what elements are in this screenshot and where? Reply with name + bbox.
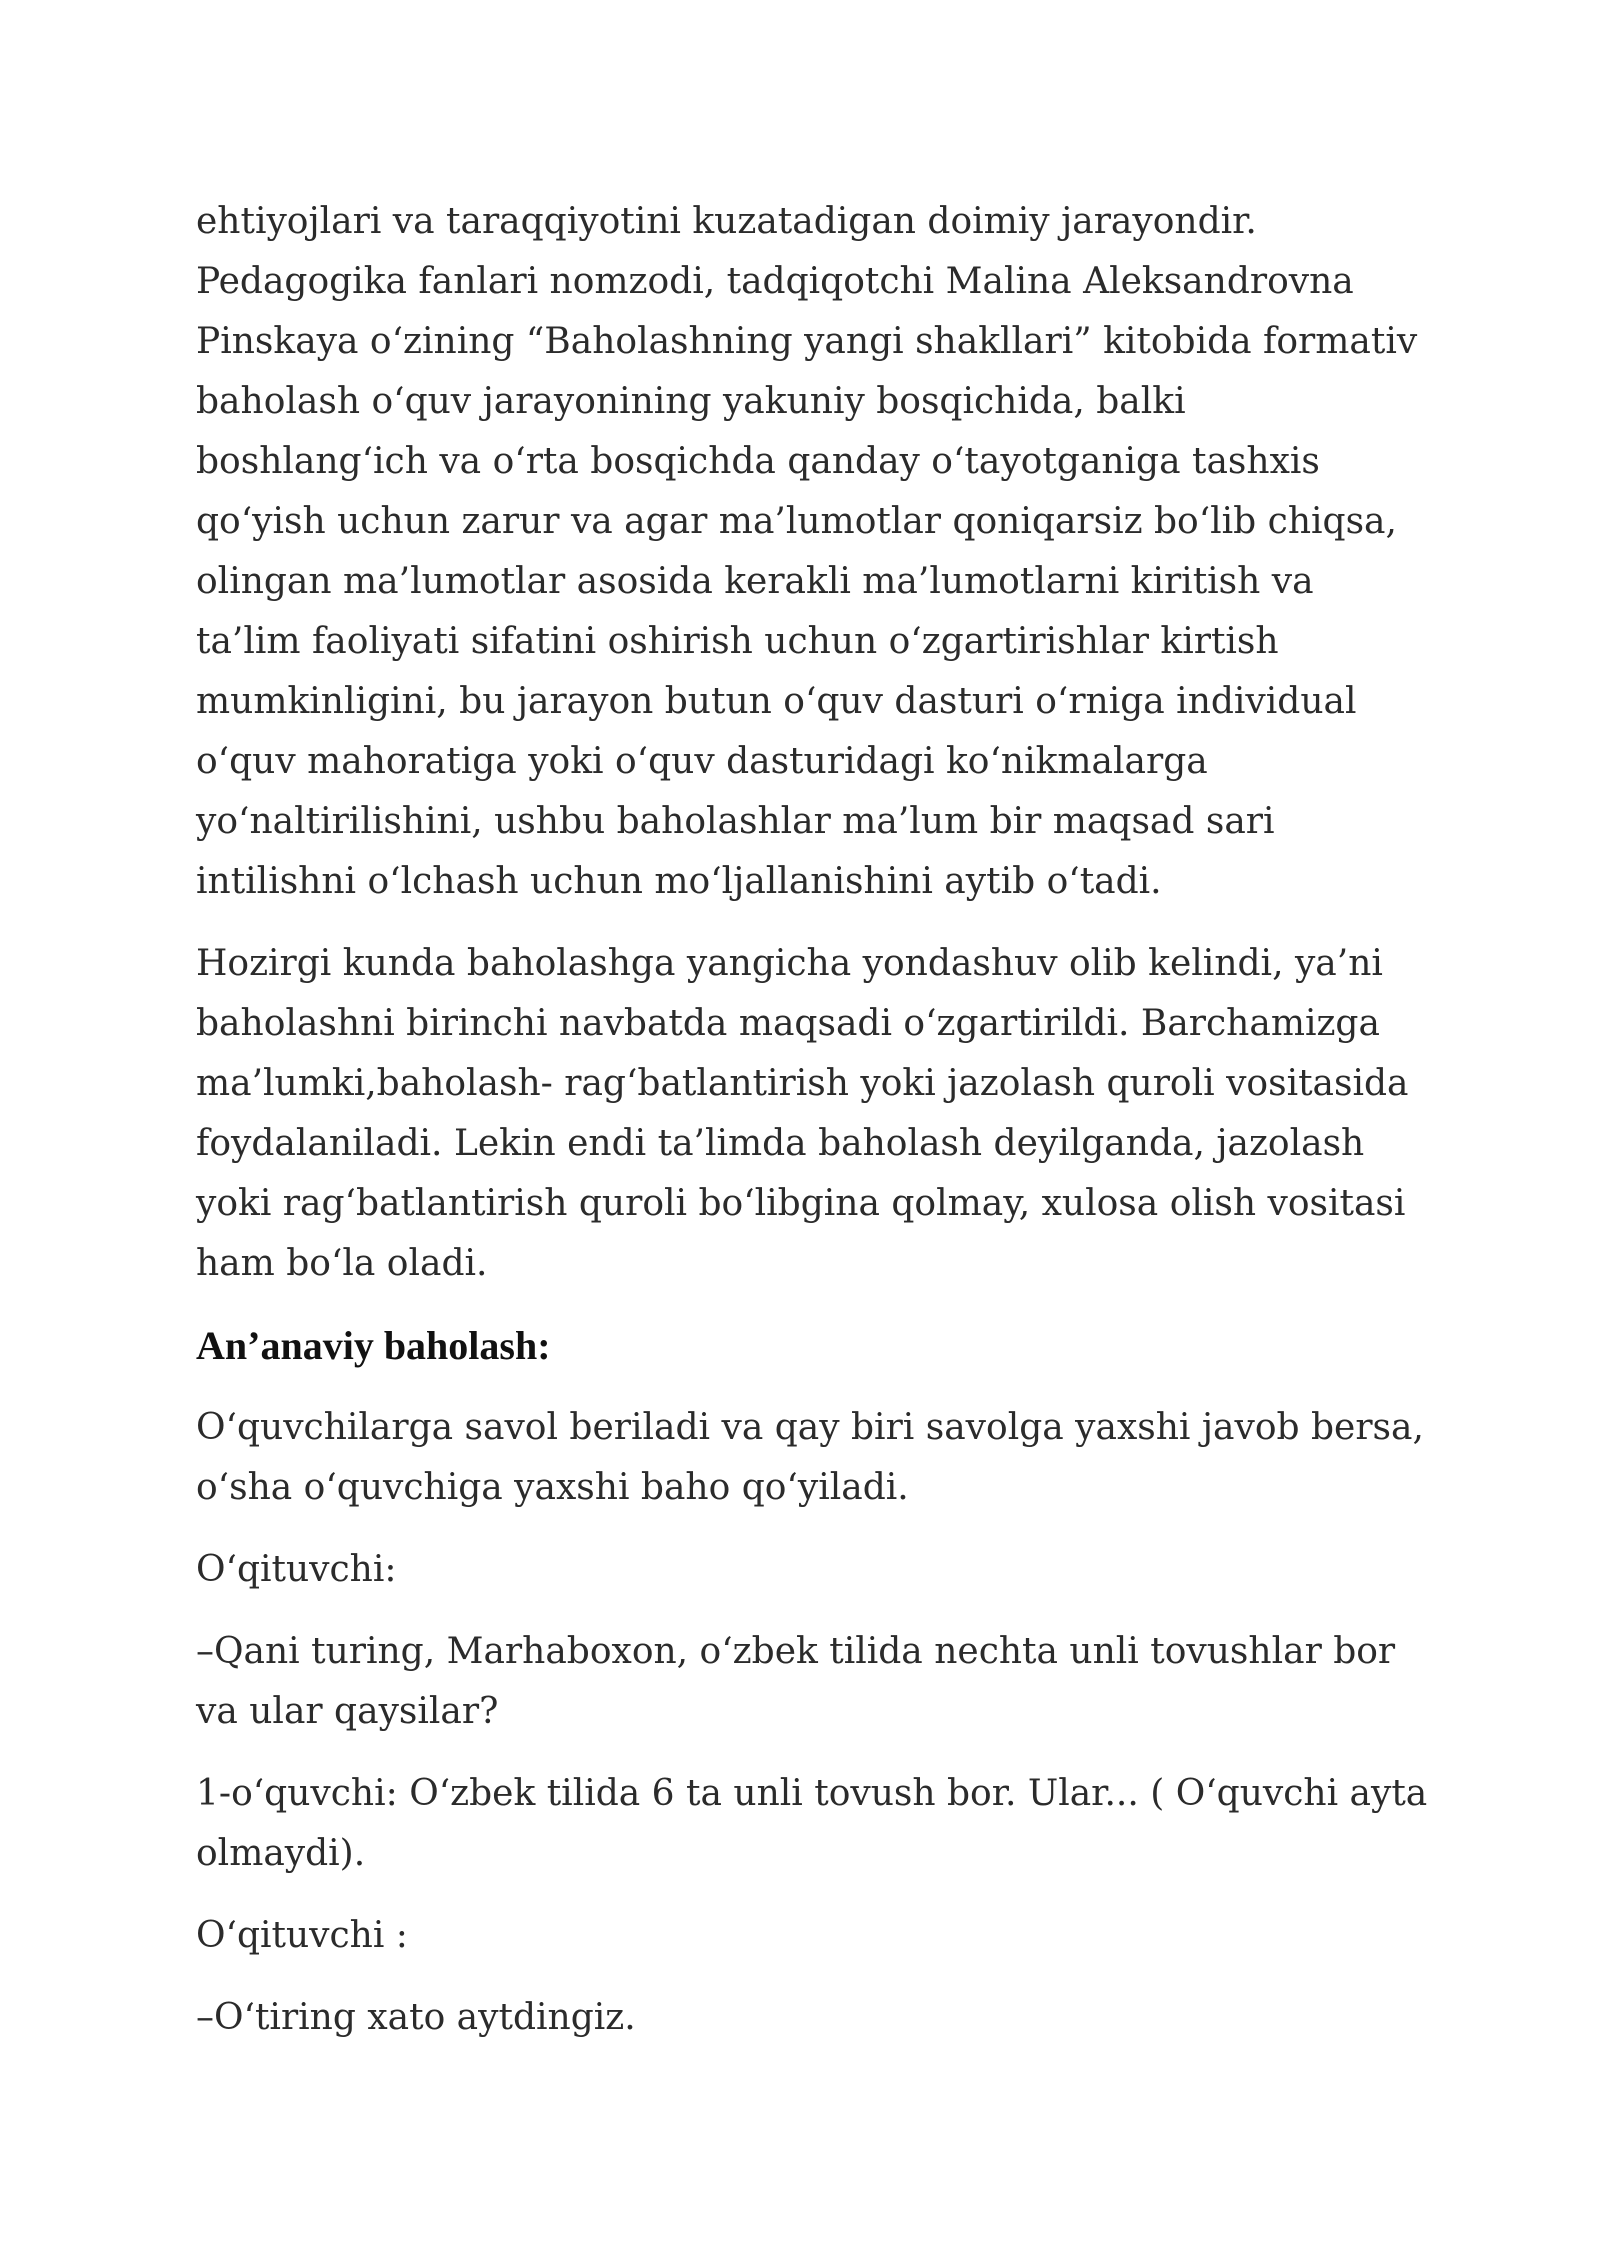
paragraph-formative-assessment — [196, 192, 1436, 912]
paragraph-teacher-label — [196, 1540, 1436, 1600]
text-line: o‘quv mahoratiga yoki o‘quv dasturidagi ko‘nikmalarga — [196, 741, 1208, 782]
text-line: olingan ma’lumotlar asosida kerakli ma’lumotlarni kiritish va — [196, 561, 1314, 602]
text-line: Pinskaya o‘zining “Baholashning yangi shakllari” kitobida formativ — [196, 321, 1418, 362]
text-line: mumkinligini, bu jarayon butun o‘quv dasturi o‘rniga individual — [196, 681, 1357, 722]
text-line: ma’lumki,baholash- rag‘batlantirish yoki jazolash quroli vositasida — [196, 1063, 1409, 1104]
text-line: foydalaniladi. Lekin endi ta’limda baholash deyilganda, jazolash — [196, 1123, 1365, 1164]
text-line: ham bo‘la oladi. — [196, 1243, 488, 1284]
paragraph-new-approach — [196, 934, 1436, 1294]
paragraph-teacher-response — [196, 1988, 1436, 2048]
text-line: O‘qituvchi: — [196, 1549, 397, 1590]
text-line: ta’lim faoliyati sifatini oshirish uchun o‘zgartirishlar kirtish — [196, 621, 1279, 662]
paragraph-questions — [196, 1398, 1436, 1518]
paragraph-student-answer — [196, 1764, 1436, 1884]
text-line: va ular qaysilar? — [196, 1691, 499, 1732]
text-line: –O‘tiring xato aytdingiz. — [196, 1997, 636, 2038]
text-line: 1-o‘quvchi: O‘zbek tilida 6 ta unli tovush bor. Ular... ( O‘quvchi ayta — [196, 1773, 1428, 1814]
text-line: olmaydi). — [196, 1833, 366, 1874]
paragraph-teacher-label-2 — [196, 1906, 1436, 1966]
text-line: boshlang‘ich va o‘rta bosqichda qanday o‘tayotganiga tashxis — [196, 441, 1320, 482]
text-line: baholash o‘quv jarayonining yakuniy bosqichida, balki — [196, 381, 1186, 422]
text-line: intilishni o‘lchash uchun mo‘ljallanishini aytib o‘tadi. — [196, 861, 1162, 902]
text-line: Hozirgi kunda baholashga yangicha yondashuv olib kelindi, ya’ni — [196, 943, 1383, 984]
document-body — [196, 192, 1436, 2070]
section-heading — [196, 1316, 1436, 1376]
text-line: ehtiyojlari va taraqqiyotini kuzatadigan doimiy jarayondir. — [196, 201, 1257, 242]
text-line: –Qani turing, Marhaboxon, oʻzbek tilida nechta unli tovushlar bor — [196, 1631, 1396, 1672]
text-line: O‘qituvchi : — [196, 1915, 408, 1956]
heading-traditional-assessment: An’anaviy baholash: — [196, 1323, 551, 1368]
text-line: qo‘yish uchun zarur va agar ma’lumotlar qoniqarsiz bo‘lib chiqsa, — [196, 501, 1397, 542]
paragraph-teacher-question — [196, 1622, 1436, 1742]
text-line: O‘quvchilarga savol beriladi va qay biri savolga yaxshi javob bersa, — [196, 1407, 1424, 1448]
text-line: Pedagogika fanlari nomzodi, tadqiqotchi Malina Aleksandrovna — [196, 261, 1354, 302]
text-line: yo‘naltirilishini, ushbu baholashlar ma’lum bir maqsad sari — [196, 801, 1275, 842]
text-line: yoki rag‘batlantirish quroli bo‘libgina qolmay, xulosa olish vositasi — [196, 1183, 1406, 1224]
text-line: o‘sha o‘quvchiga yaxshi baho qo‘yiladi. — [196, 1467, 909, 1508]
text-line: baholashni birinchi navbatda maqsadi o‘zgartirildi. Barchamizga — [196, 1003, 1380, 1044]
